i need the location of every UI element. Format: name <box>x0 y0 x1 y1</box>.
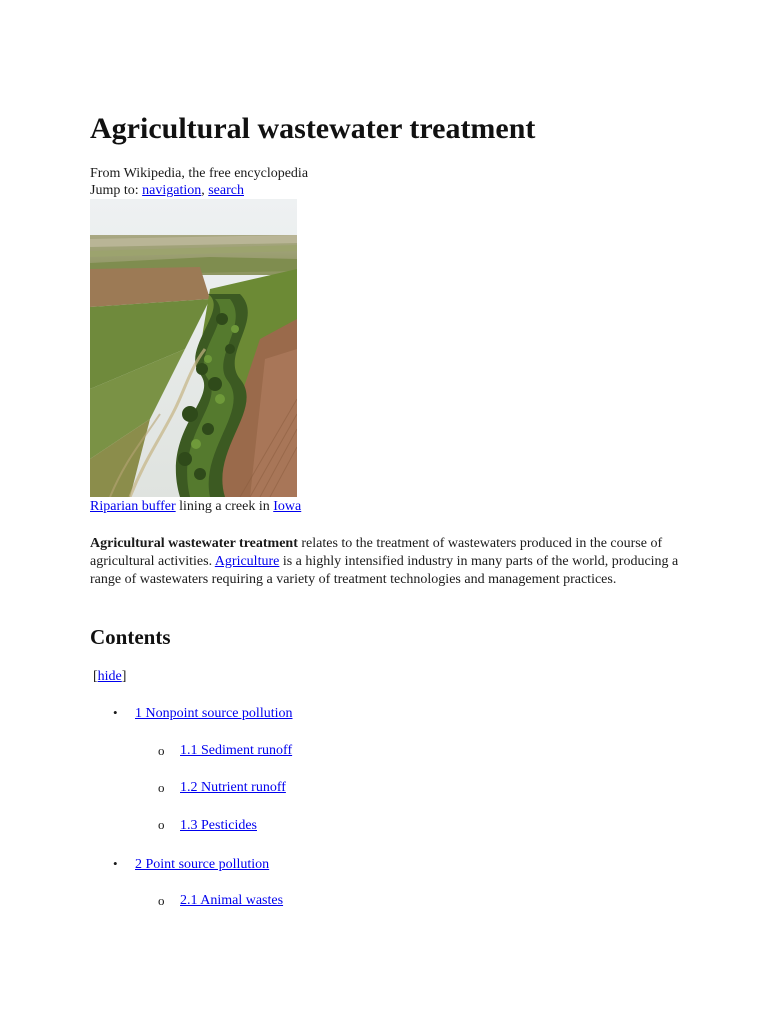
circle-bullet-icon: o <box>158 817 165 832</box>
agriculture-link[interactable]: Agriculture <box>214 554 280 569</box>
jump-to-prefix: Jump to: <box>90 183 143 198</box>
caption-text: lining a creek in <box>175 499 274 514</box>
navigation-link[interactable]: navigation <box>142 183 202 198</box>
hide-toc-link[interactable]: hide <box>97 669 122 684</box>
toc-item-pesticides[interactable]: 1.3 Pesticides <box>180 818 257 833</box>
riparian-buffer-photo[interactable] <box>90 199 297 497</box>
intro-text-1: relates to the treatment of wastewaters produced in the course of agricultural activities. <box>90 536 663 569</box>
toc-item-point-source-pollution[interactable]: 2 Point source pollution <box>135 857 270 872</box>
toc-item-animal-wastes[interactable]: 2.1 Animal wastes <box>180 893 284 908</box>
circle-bullet-icon: o <box>158 743 165 758</box>
toc-toggle <box>93 668 126 686</box>
intro-paragraph <box>90 535 680 589</box>
bullet-icon: • <box>113 856 118 871</box>
contents-heading: Contents <box>90 625 171 649</box>
toc-item-sediment-runoff[interactable]: 1.1 Sediment runoff <box>180 743 293 758</box>
toc-item-nonpoint-source-pollution[interactable]: 1 Nonpoint source pollution <box>135 706 293 721</box>
circle-bullet-icon: o <box>158 893 165 908</box>
page-title: Agricultural wastewater treatment <box>90 112 536 145</box>
toggle-open-bracket: [ <box>93 669 98 684</box>
jump-to-separator: , <box>201 183 209 198</box>
image-caption <box>90 498 301 516</box>
jump-to-links <box>90 182 244 200</box>
intro-text-2: is a highly intensified industry in many parts of the world, producing a range of wastewaters requiring a variety of treatment technologies and management practices. <box>90 554 679 587</box>
toc-item-nutrient-runoff[interactable]: 1.2 Nutrient runoff <box>180 780 286 795</box>
circle-bullet-icon: o <box>158 780 165 795</box>
riparian-buffer-link[interactable]: Riparian buffer <box>90 499 176 514</box>
toggle-close-bracket: ] <box>121 669 127 684</box>
iowa-link[interactable]: Iowa <box>273 499 302 514</box>
intro-bold-term: Agricultural wastewater treatment <box>90 536 298 551</box>
search-link[interactable]: search <box>208 183 244 198</box>
site-tagline: From Wikipedia, the free encyclopedia <box>90 166 309 181</box>
bullet-icon: • <box>113 705 118 720</box>
